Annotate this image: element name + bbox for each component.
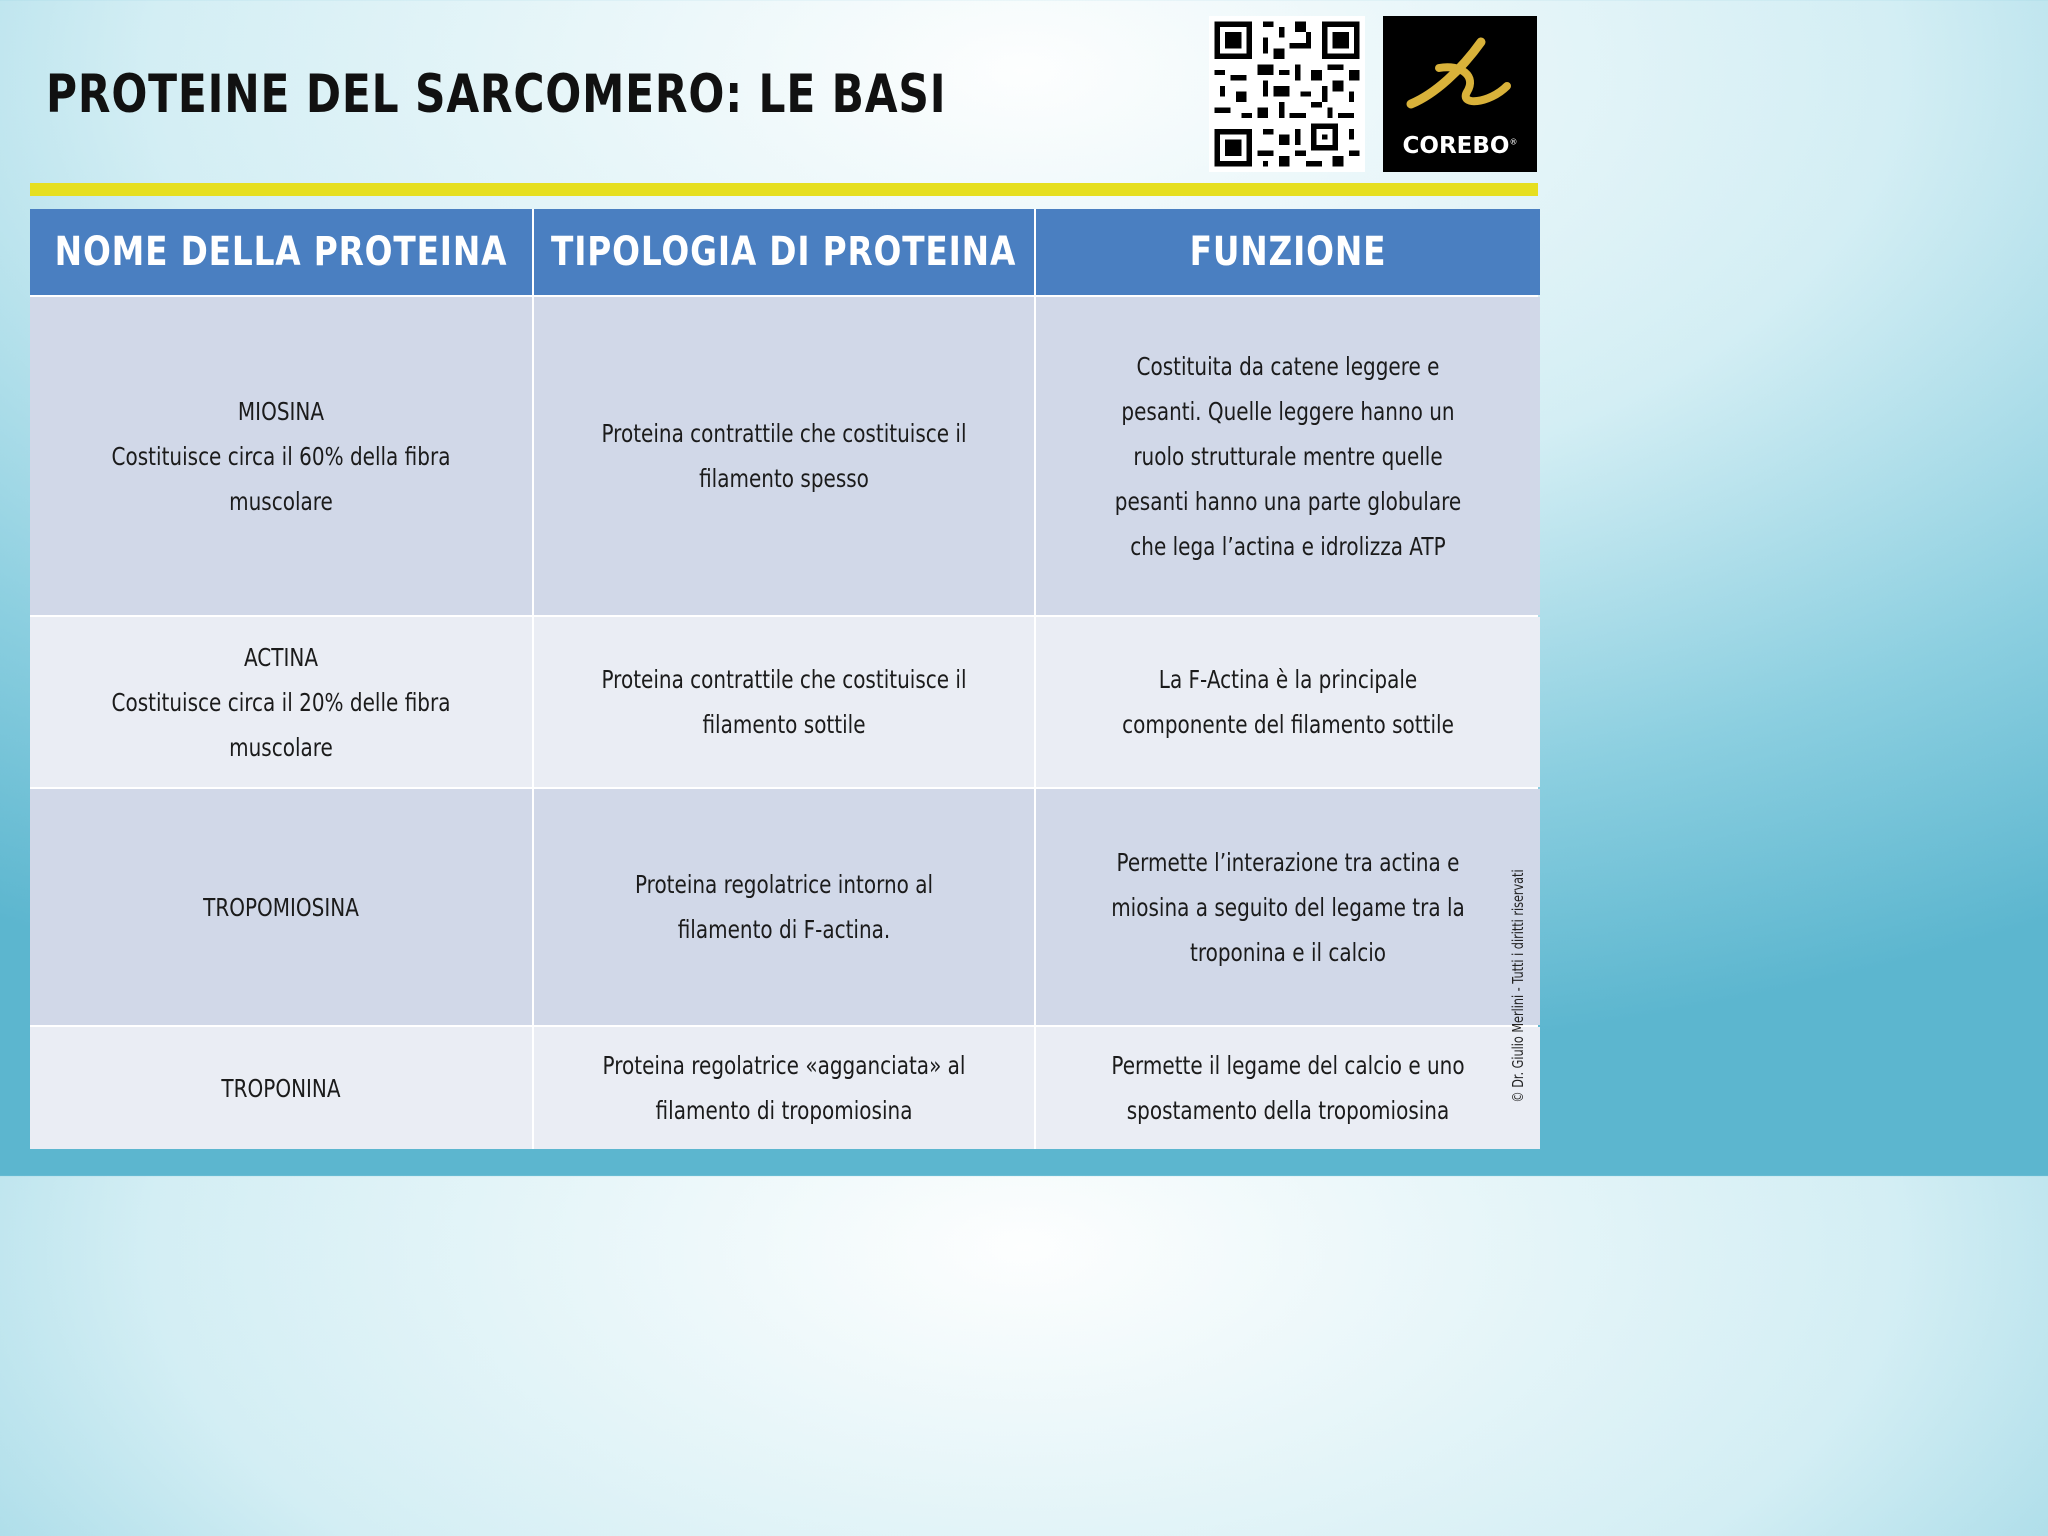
cell-type-troponina: Proteina regolatrice «agganciata» al filamento di tropomiosina [534,1027,1034,1149]
protein-name: ACTINA [243,642,319,672]
cell-type-miosina: Proteina contrattile che costituisce il filamento spesso [534,297,1034,615]
logo-text: COREBO [1402,133,1510,159]
accent-divider [30,183,1538,196]
header-name: NOME DELLA PROTEINA [30,209,532,295]
cell-function-tropomiosina: Permette l’interazione tra actina e miosina a seguito del legame tra la troponina e il calcio [1036,789,1540,1025]
corebo-mark-icon [1403,34,1517,120]
logo-registered-mark: ® [1509,137,1518,147]
cell-name-miosina [30,297,532,615]
header-function: FUNZIONE [1036,209,1540,295]
corebo-logo [1383,16,1537,172]
cell-function-troponina: Permette il legame del calcio e uno spostamento della tropomiosina [1036,1027,1540,1149]
proteins-table [30,209,1538,1149]
cell-function-actina: La F-Actina è la principale componente del filamento sottile [1036,617,1540,787]
qr-code-icon [1209,16,1365,172]
cell-name-troponina [30,1027,532,1149]
protein-name: TROPOMIOSINA [203,892,359,922]
protein-name: TROPONINA [221,1073,341,1103]
protein-note: Costituisce circa il 20% delle fibra muscolare [111,687,451,762]
protein-note: Costituisce circa il 60% della fibra muscolare [111,441,451,516]
page-title: PROTEINE DEL SARCOMERO: LE BASI [46,64,947,125]
cell-name-actina [30,617,532,787]
cell-function-miosina: Costituita da catene leggere e pesanti. Quelle leggere hanno un ruolo strutturale mentre quelle pesanti hanno una parte globulare che lega l’actina e idrolizza ATP [1036,297,1540,615]
cell-name-tropomiosina [30,789,532,1025]
cell-type-tropomiosina: Proteina regolatrice intorno al filamento di F-actina. [534,789,1034,1025]
protein-name: MIOSINA [237,396,325,426]
copyright-notice: © Dr. Giulio Merlini - Tutti i diritti riservati [1509,869,1527,1103]
header-type: TIPOLOGIA DI PROTEINA [534,209,1034,295]
cell-type-actina: Proteina contrattile che costituisce il filamento sottile [534,617,1034,787]
